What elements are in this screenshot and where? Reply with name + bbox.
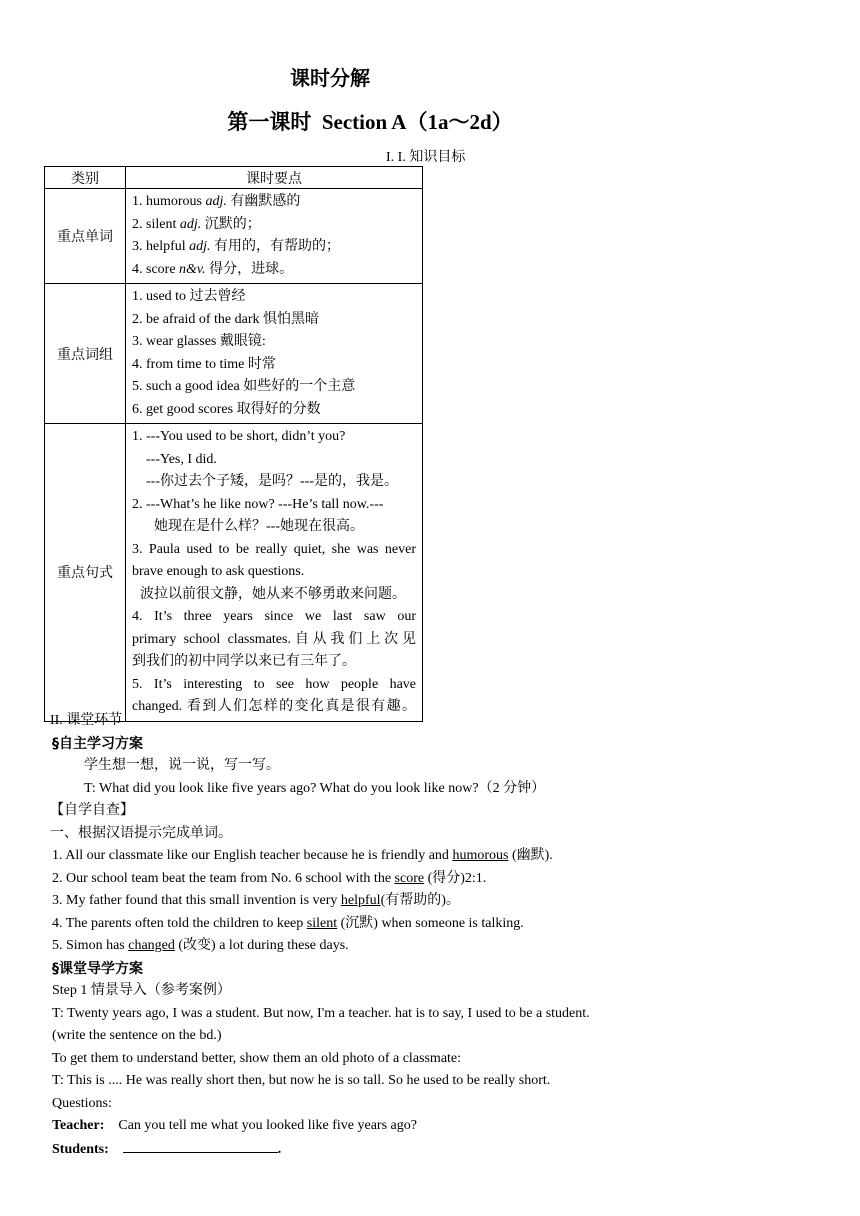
sentence-line: brave enough to ask questions.: [132, 564, 305, 579]
paragraph: To get them to understand better, show them an old photo of a classmate:: [52, 1050, 462, 1066]
students-line: Students: .: [52, 1138, 832, 1161]
points-cell: [126, 284, 423, 424]
lesson-title: [0, 106, 740, 136]
sentence-line: 她现在是什么样？---她现在很高。: [154, 519, 364, 534]
teacher-label: Teacher:: [52, 1118, 105, 1133]
sentence-line: 5. It’s interesting to see how people have: [132, 676, 416, 692]
list-item: 3. helpful adj. 有用的，有帮助的；: [132, 239, 341, 254]
sentence-line: 2. ---What’s he like now? ---He’s tall now.---: [132, 496, 384, 512]
paragraph: T: This is .... He was really short then, but now he is so tall. So he used to be really short.: [52, 1073, 551, 1088]
lesson-title-en: Section A（1a～2d）: [321, 110, 513, 134]
category-cell: 重点单词: [45, 189, 126, 284]
sentence-line: 波拉以前很文静，她从来不够勇敢来问题。: [140, 586, 406, 602]
task-text: 一、根据汉语提示完成单词。: [50, 825, 232, 841]
sentence-line: ---Yes, I did.: [146, 451, 217, 467]
page-title: 课时分解: [290, 66, 370, 90]
points-cell: [126, 189, 423, 284]
category-cell: 重点词组: [45, 284, 126, 424]
answer: score: [394, 870, 425, 886]
lesson-title-cn: 第一课时: [227, 110, 312, 134]
exercise-item: 1. All our classmate like our English teacher because he is friendly and humorous (幽默).: [52, 848, 553, 863]
list-item: 4. score n&v. 得分，进球。: [132, 261, 294, 277]
answer: silent: [306, 915, 338, 931]
section-heading: II. 课堂环节: [50, 713, 123, 728]
paragraph: (write the sentence on the bd.): [52, 1028, 222, 1043]
step-heading: Step 1 情景导入（参考案例）: [52, 983, 231, 998]
table-header-row: [45, 167, 423, 189]
list-item: 3. wear glasses 戴眼镜:: [132, 334, 266, 349]
exercise-item: 5. Simon has changed (改变) a lot during these days.: [52, 938, 349, 953]
list-item: 5. such a good idea 如些好的一个主意: [132, 379, 356, 394]
sentence-line: 3. Paula used to be really quiet, she was never: [132, 541, 416, 557]
table-row: [45, 424, 423, 722]
lesson-body: [52, 710, 832, 1160]
exercise-item: 4. The parents often told the children to keep silent (沉默) when someone is talking.: [52, 915, 524, 931]
points-cell: [126, 424, 423, 722]
students-label: Students:: [52, 1141, 109, 1157]
teacher-line: Teacher: Can you tell me what you looked like five years ago?: [52, 1118, 417, 1133]
table-row: [45, 284, 423, 424]
table-row: [45, 189, 423, 284]
sentence-line: 1. ---You used to be short, didn’t you?: [132, 429, 346, 444]
sentence-line: changed. 看到人们怎样的变化真是很有趣。: [132, 699, 416, 714]
list-item: 4. from time to time 时常: [132, 356, 276, 372]
answer: humorous: [452, 848, 509, 863]
knowledge-table: [44, 166, 423, 722]
sentence-line: primary school classmates.自从我们上次见: [132, 631, 416, 647]
prompt-text: T: What did you look like five years ago? What do you look like now?（2 分钟）: [84, 780, 546, 796]
answer: helpful: [340, 893, 381, 908]
sentence-line: 到我们的初中同学以来已有三年了。: [132, 654, 356, 669]
sentence-line: 4. It’s three years since we last saw our: [132, 609, 416, 624]
guided-heading: §课堂导学方案: [52, 960, 143, 977]
column-header-category: 类别: [45, 167, 126, 189]
questions-label: Questions:: [52, 1095, 112, 1111]
exercise-item: 2. Our school team beat the team from No. 6 school with the score (得分)2:1.: [52, 870, 487, 886]
paragraph: T: Twenty years ago, I was a student. But now, I'm a teacher. hat is to say, I used to be a student.: [52, 1005, 590, 1021]
sentence-line: ---你过去个子矮，是吗？---是的，我是。: [146, 474, 398, 489]
self-study-heading: §自主学习方案: [52, 735, 143, 752]
check-heading: 【自学自查】: [50, 803, 134, 818]
list-item: 1. used to 过去曾经: [132, 289, 246, 304]
list-item: 1. humorous adj. 有幽默感的: [132, 194, 301, 209]
answer-blank[interactable]: [123, 1138, 278, 1153]
exercise-item: 3. My father found that this small invention is very helpful(有帮助的)。: [52, 893, 460, 908]
list-item: 2. be afraid of the dark 惧怕黑暗: [132, 311, 319, 327]
category-cell: 重点句式: [45, 424, 126, 722]
answer: changed: [128, 938, 175, 953]
column-header-points: 课时要点: [126, 167, 423, 189]
list-item: 6. get good scores 取得好的分数: [132, 401, 321, 417]
intro-text: 学生想一想，说一说，写一写。: [84, 758, 280, 773]
list-item: 2. silent adj. 沉默的；: [132, 216, 261, 232]
objective-heading: I. I. 知识目标: [386, 150, 466, 165]
